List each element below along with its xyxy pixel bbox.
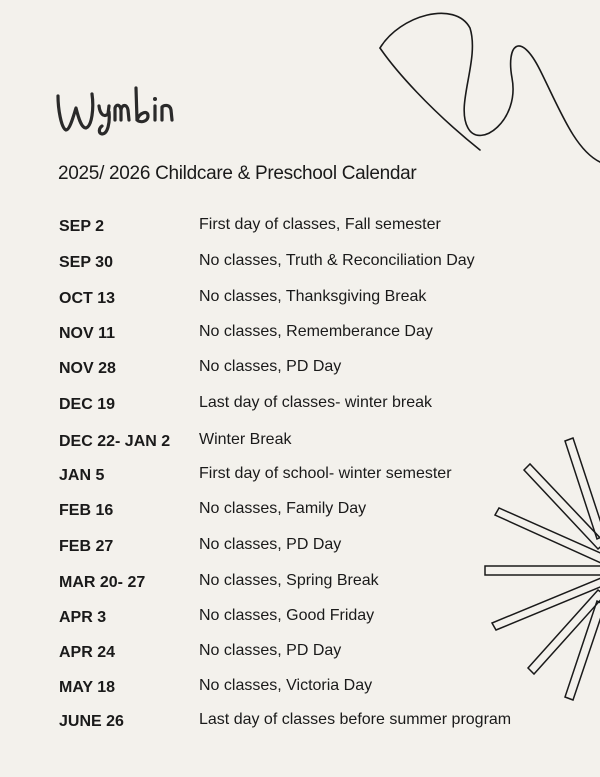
calendar-row (0, 574, 600, 598)
calendar-row (0, 502, 600, 526)
calendar-row (0, 538, 600, 562)
event-date: MAY 18 (59, 679, 116, 696)
event-description: No classes, Thanksgiving Break (199, 288, 427, 305)
event-description: No classes, Family Day (199, 500, 367, 517)
calendar-row (0, 254, 600, 278)
squiggle-decoration (360, 0, 600, 175)
event-date: OCT 13 (59, 290, 116, 307)
event-date: DEC 19 (59, 396, 116, 413)
calendar-row (0, 644, 600, 668)
event-date: APR 3 (59, 609, 107, 626)
event-date: JAN 5 (59, 467, 105, 484)
event-date: NOV 28 (59, 360, 116, 377)
event-date: MAR 20- 27 (59, 574, 146, 591)
event-description: No classes, PD Day (199, 642, 342, 659)
calendar-row (0, 360, 600, 384)
event-description: Last day of classes- winter break (199, 394, 432, 411)
calendar-row (0, 467, 600, 491)
event-description: Last day of classes before summer program (199, 711, 512, 728)
calendar-row (0, 609, 600, 633)
calendar-row (0, 218, 600, 242)
wymbin-logo-image (52, 78, 192, 138)
event-description: No classes, Good Friday (199, 607, 375, 624)
event-description: No classes, Rememberance Day (199, 323, 433, 340)
event-description: No classes, Truth & Reconciliation Day (199, 252, 475, 269)
calendar-row (0, 396, 600, 420)
calendar-row (0, 325, 600, 349)
calendar-row (0, 290, 600, 314)
event-description: Winter Break (199, 431, 292, 448)
event-date: SEP 2 (59, 218, 105, 235)
event-date: JUNE 26 (59, 713, 124, 730)
event-date: NOV 11 (59, 325, 116, 342)
event-date: SEP 30 (59, 254, 113, 271)
event-description: First day of school- winter semester (199, 465, 452, 482)
event-date: FEB 27 (59, 538, 114, 555)
calendar-row (0, 713, 600, 737)
event-description: No classes, PD Day (199, 536, 342, 553)
event-description: No classes, Victoria Day (199, 677, 373, 694)
event-date: DEC 22- JAN 2 (59, 433, 171, 450)
event-description: No classes, PD Day (199, 358, 342, 375)
page-title: 2025/ 2026 Childcare & Preschool Calendar (58, 163, 417, 184)
calendar-row (0, 433, 600, 457)
calendar-row (0, 679, 600, 703)
event-description: First day of classes, Fall semester (199, 216, 441, 233)
brand-logo (52, 78, 192, 143)
event-date: FEB 16 (59, 502, 114, 519)
event-description: No classes, Spring Break (199, 572, 379, 589)
event-date: APR 24 (59, 644, 116, 661)
